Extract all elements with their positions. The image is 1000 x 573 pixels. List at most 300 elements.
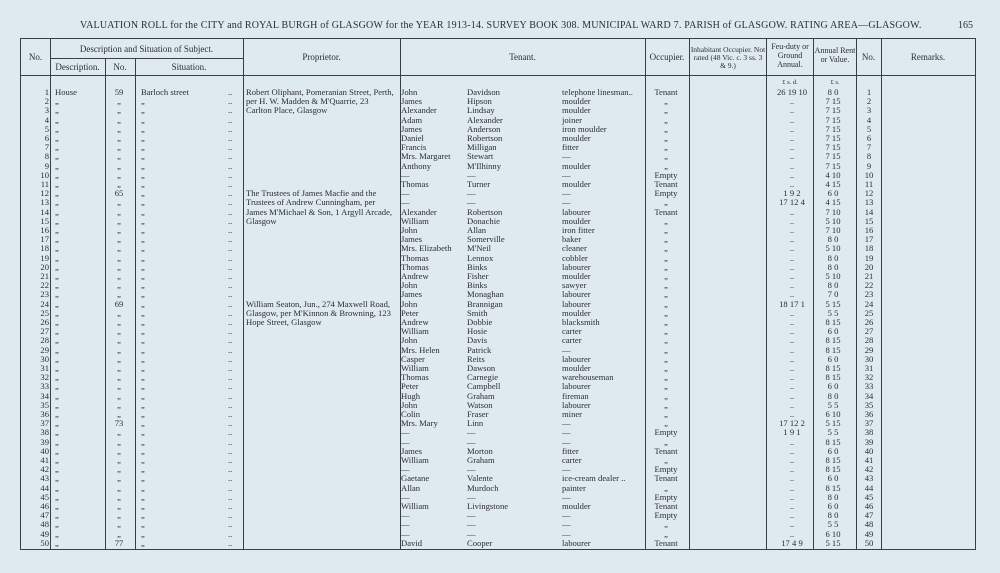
tenant-surname: —	[467, 188, 476, 199]
proprietor-line: per H. W. Madden & M'Quarrie, 23	[246, 96, 369, 107]
leader-dots: ..	[228, 151, 233, 162]
row-number-right: 19	[864, 252, 874, 263]
row-number-right: 3	[866, 105, 872, 116]
annual-rent: 7 10	[825, 225, 841, 235]
row-number-right: 11	[864, 179, 874, 189]
situation: „	[141, 317, 145, 327]
annual-rent: 8 15	[825, 335, 841, 346]
leader-dots: ..	[228, 409, 233, 419]
tenant-surname: Murdoch	[467, 482, 499, 493]
situation: „	[141, 298, 145, 309]
tenant-surname: Alexander	[467, 114, 503, 125]
tenant-trade: labourer	[562, 399, 591, 410]
tenant-first-name: Thomas	[401, 252, 429, 263]
leader-dots: ..	[228, 482, 233, 493]
house-number: „	[117, 133, 121, 143]
description: „	[55, 482, 59, 493]
tenant-first-name: Mrs. Elizabeth	[401, 243, 452, 254]
row-number-right: 29	[864, 344, 874, 355]
annual-rent: 8 15	[825, 372, 841, 383]
leader-dots: ..	[228, 197, 233, 208]
house-number: „	[117, 409, 121, 419]
annual-rent: 7 0	[827, 289, 839, 300]
situation: „	[141, 501, 145, 511]
occupier: „	[664, 436, 668, 447]
tenant-trade: —	[562, 427, 571, 438]
feu-duty: ..	[789, 455, 795, 465]
annual-rent: 6 0	[827, 501, 839, 511]
tenant-trade: blacksmith	[562, 317, 600, 327]
tenant-trade: —	[562, 151, 571, 162]
row-number: 12	[40, 188, 49, 199]
leader-dots: ..	[228, 427, 233, 438]
tenant-surname: Lennox	[467, 252, 494, 263]
leader-dots: ..	[228, 510, 233, 521]
house-number: „	[117, 142, 121, 153]
proprietor-line: Glasgow, per M'Kinnon & Browning, 123	[246, 307, 391, 318]
house-number: „	[117, 317, 121, 327]
leader-dots: ..	[228, 252, 233, 263]
row-number: 37	[40, 418, 49, 429]
annual-rent: 5 5	[827, 427, 839, 438]
annual-rent: 8 15	[825, 317, 841, 327]
leader-dots: ..	[228, 317, 233, 327]
occupier: „	[664, 399, 668, 410]
house-number: 77	[114, 537, 124, 548]
row-number: 23	[40, 289, 49, 300]
situation: „	[141, 197, 145, 208]
tenant-surname: Donachie	[467, 215, 500, 226]
house-number: „	[117, 215, 121, 226]
row-number-right: 24	[864, 298, 874, 309]
tenant-trade: —	[562, 197, 571, 208]
leader-dots: ..	[228, 335, 233, 346]
occupier: „	[664, 215, 668, 226]
occupier: „	[664, 307, 668, 318]
description: „	[55, 142, 59, 153]
leader-dots: ..	[228, 298, 233, 309]
row-number-right: 21	[864, 271, 874, 281]
situation: „	[141, 464, 145, 475]
description: „	[55, 307, 59, 318]
tenant-surname: —	[467, 510, 476, 521]
leader-dots: ..	[228, 87, 233, 97]
house-number: „	[117, 326, 121, 337]
annual-rent: 5 15	[825, 298, 841, 309]
tenant-trade: moulder	[562, 160, 591, 171]
leader-dots: ..	[228, 418, 233, 429]
feu-duty: ..	[789, 482, 795, 493]
row-number: 28	[40, 335, 49, 346]
feu-duty: ..	[789, 179, 795, 189]
tenant-surname: Linn	[467, 418, 484, 429]
situation: „	[141, 399, 145, 410]
tenant-surname: Lindsay	[467, 105, 495, 116]
occupier: Empty	[654, 427, 678, 438]
tenant-first-name: —	[401, 510, 410, 521]
feu-duty: ..	[789, 510, 795, 521]
tenant-surname: Dobbie	[467, 317, 493, 327]
tenant-surname: Fraser	[467, 409, 489, 419]
occupier: Empty	[654, 491, 678, 502]
description: „	[55, 206, 59, 217]
tenant-trade: sawyer	[562, 280, 587, 291]
roll-title: VALUATION ROLL for the CITY and ROYAL BURGH of GLASGOW for the YEAR 1913-14. SURVEY BOOK 308. MUNICIPAL WARD 7. PARISH of GLASGOW. RATING AREA—GLASGOW.	[80, 20, 922, 31]
tenant-surname: Watson	[467, 399, 493, 410]
situation: „	[141, 335, 145, 346]
house-number: „	[117, 261, 121, 272]
feu-duty: ..	[789, 271, 795, 281]
valuation-table	[20, 38, 976, 550]
row-number: 3	[44, 105, 49, 116]
annual-rent: 6 0	[827, 381, 839, 392]
description: „	[55, 436, 59, 447]
annual-rent: 7 15	[825, 160, 841, 171]
tenant-trade: labourer	[562, 261, 591, 272]
description: „	[55, 409, 59, 419]
description: „	[55, 114, 59, 125]
situation: „	[141, 363, 145, 373]
annual-rent: 8 0	[827, 261, 839, 272]
feu-duty: ..	[789, 445, 795, 456]
leader-dots: ..	[228, 344, 233, 355]
proprietor-line: William Seaton, Jun., 274 Maxwell Road,	[246, 298, 391, 309]
occupier: „	[664, 160, 668, 171]
house-number: „	[117, 482, 121, 493]
col-remarks: Remarks.	[910, 52, 946, 62]
house-number: „	[117, 96, 121, 107]
tenant-first-name: Andrew	[401, 271, 429, 281]
leader-dots: ..	[228, 142, 233, 153]
situation: „	[141, 261, 145, 272]
tenant-first-name: John	[401, 298, 418, 309]
annual-rent: 6 10	[825, 528, 841, 539]
occupier: „	[664, 418, 668, 429]
feu-units: £ s. d.	[782, 78, 798, 86]
occupier: „	[664, 252, 668, 263]
house-number: „	[117, 381, 121, 392]
row-number-right: 42	[864, 464, 874, 475]
description: „	[55, 372, 59, 383]
feu-duty: ..	[789, 436, 795, 447]
occupier: Empty	[654, 188, 678, 199]
tenant-trade: carter	[562, 455, 582, 465]
tenant-surname: —	[467, 491, 476, 502]
house-number: „	[117, 473, 121, 484]
description: „	[55, 473, 59, 484]
annual-rent: 6 10	[825, 409, 841, 419]
leader-dots: ..	[228, 464, 233, 475]
leader-dots: ..	[228, 436, 233, 447]
description: „	[55, 501, 59, 511]
row-number: 22	[40, 280, 49, 291]
feu-duty: ..	[789, 225, 795, 235]
house-number: „	[117, 353, 121, 364]
row-number: 46	[40, 501, 49, 511]
col-number: No.	[113, 61, 127, 72]
feu-duty: ..	[789, 206, 795, 217]
row-number-right: 22	[864, 280, 874, 291]
situation: „	[141, 390, 145, 401]
feu-duty: ..	[789, 464, 795, 475]
row-number-right: 7	[866, 142, 872, 153]
row-number-right: 46	[864, 501, 874, 511]
annual-rent: 8 0	[827, 280, 839, 291]
row-number-right: 31	[864, 363, 874, 373]
situation: „	[141, 445, 145, 456]
feu-duty: ..	[789, 160, 795, 171]
tenant-trade: labourer	[562, 206, 591, 217]
tenant-trade: fitter	[562, 142, 579, 153]
page-header	[0, 20, 1000, 34]
row-number: 11	[40, 179, 49, 189]
leader-dots: ..	[228, 261, 233, 272]
situation: Barloch street	[141, 87, 189, 97]
feu-duty: ..	[789, 501, 795, 511]
annual-rent: 8 0	[827, 390, 839, 401]
leader-dots: ..	[228, 381, 233, 392]
leader-dots: ..	[228, 160, 233, 171]
annual-rent: 8 15	[825, 482, 841, 493]
tenant-first-name: —	[401, 436, 410, 447]
feu-duty: ..	[789, 390, 795, 401]
situation: „	[141, 344, 145, 355]
occupier: „	[664, 317, 668, 327]
tenant-first-name: Casper	[401, 353, 425, 364]
tenant-surname: Davidson	[467, 87, 500, 97]
tenant-trade: moulder	[562, 105, 591, 116]
house-number: „	[117, 280, 121, 291]
row-number: 25	[40, 307, 49, 318]
row-number-right: 40	[864, 445, 874, 456]
row-number-right: 25	[864, 307, 874, 318]
tenant-first-name: Thomas	[401, 372, 429, 383]
row-number: 21	[40, 271, 49, 281]
leader-dots: ..	[228, 215, 233, 226]
description: „	[55, 243, 59, 254]
tenant-trade: labourer	[562, 289, 591, 300]
row-number-right: 9	[866, 160, 872, 171]
row-number-right: 18	[864, 243, 874, 254]
leader-dots: ..	[228, 519, 233, 530]
situation: „	[141, 169, 145, 180]
feu-duty: ..	[789, 399, 795, 410]
description: „	[55, 353, 59, 364]
house-number: 59	[114, 87, 124, 97]
feu-duty: 1 9 1	[783, 427, 801, 438]
occupier: „	[664, 344, 668, 355]
description: House	[55, 87, 77, 97]
house-number: „	[117, 519, 121, 530]
situation: „	[141, 252, 145, 263]
tenant-first-name: Alexander	[401, 206, 437, 217]
row-number: 49	[40, 528, 49, 539]
tenant-surname: Morton	[467, 445, 493, 456]
feu-duty: ..	[789, 133, 795, 143]
tenant-surname: Carnegie	[467, 372, 499, 383]
situation: „	[141, 215, 145, 226]
situation: „	[141, 519, 145, 530]
leader-dots: ..	[228, 123, 233, 134]
proprietor-line: Trustees of Andrew Cunningham, per	[246, 197, 376, 208]
house-number: „	[117, 427, 121, 438]
situation: „	[141, 289, 145, 300]
description: „	[55, 261, 59, 272]
rent-units: £ s.	[830, 78, 840, 86]
row-number-right: 6	[866, 133, 872, 143]
tenant-surname: —	[467, 169, 476, 180]
house-number: „	[117, 243, 121, 254]
feu-duty: ..	[789, 307, 795, 318]
leader-dots: ..	[228, 280, 233, 291]
feu-duty: ..	[789, 243, 795, 254]
description: „	[55, 510, 59, 521]
tenant-trade: —	[562, 528, 571, 539]
house-number: „	[117, 271, 121, 281]
occupier: Tenant	[654, 87, 678, 97]
col-description: Description.	[55, 61, 100, 72]
row-number-right: 28	[864, 335, 874, 346]
leader-dots: ..	[228, 390, 233, 401]
tenant-trade: moulder	[562, 271, 591, 281]
tenant-surname: —	[467, 528, 476, 539]
leader-dots: ..	[228, 473, 233, 484]
house-number: 69	[114, 298, 124, 309]
description: „	[55, 289, 59, 300]
row-number: 41	[40, 455, 49, 465]
situation: „	[141, 353, 145, 364]
feu-duty: ..	[789, 261, 795, 272]
house-number: „	[117, 197, 121, 208]
leader-dots: ..	[228, 399, 233, 410]
leader-dots: ..	[228, 105, 233, 116]
house-number: „	[117, 510, 121, 521]
description: „	[55, 335, 59, 346]
description: „	[55, 197, 59, 208]
occupier: „	[664, 151, 668, 162]
house-number: „	[117, 390, 121, 401]
tenant-trade: iron fitter	[562, 225, 595, 235]
leader-dots: ..	[228, 96, 233, 107]
tenant-trade: moulder	[562, 501, 591, 511]
tenant-first-name: —	[401, 188, 410, 199]
house-number: „	[117, 363, 121, 373]
row-number: 34	[40, 390, 49, 401]
occupier: „	[664, 234, 668, 245]
occupier: „	[664, 289, 668, 300]
annual-rent: 4 15	[825, 197, 841, 208]
house-number: „	[117, 289, 121, 300]
row-number: 45	[40, 491, 49, 502]
house-number: „	[117, 399, 121, 410]
tenant-first-name: John	[401, 225, 418, 235]
annual-rent: 7 15	[825, 151, 841, 162]
feu-duty: ..	[789, 372, 795, 383]
annual-rent: 7 15	[825, 123, 841, 134]
row-number-right: 47	[864, 510, 874, 521]
house-number: „	[117, 206, 121, 217]
tenant-surname: Davis	[467, 335, 488, 346]
occupier: Tenant	[654, 501, 678, 511]
tenant-surname: Hipson	[467, 96, 492, 107]
annual-rent: 5 10	[825, 243, 841, 254]
row-number-right: 15	[864, 215, 874, 226]
row-number-right: 44	[864, 482, 874, 493]
leader-dots: ..	[228, 528, 233, 539]
annual-rent: 5 5	[827, 399, 839, 410]
house-number: „	[117, 151, 121, 162]
description: „	[55, 491, 59, 502]
occupier: „	[664, 326, 668, 337]
tenant-trade: moulder	[562, 96, 591, 107]
row-number-right: 50	[864, 537, 874, 548]
col-proprietor: Proprietor.	[302, 52, 341, 62]
occupier: Empty	[654, 169, 678, 180]
description: „	[55, 464, 59, 475]
annual-rent: 6 0	[827, 445, 839, 456]
house-number: „	[117, 123, 121, 134]
description: „	[55, 399, 59, 410]
proprietor-line: The Trustees of James Macfie and the	[246, 188, 377, 199]
feu-duty: 18 17 1	[779, 298, 805, 309]
description: „	[55, 528, 59, 539]
tenant-surname: Anderson	[467, 123, 501, 134]
tenant-surname: Patrick	[467, 344, 492, 355]
annual-rent: 6 0	[827, 188, 839, 199]
proprietor-line: James M'Michael & Son, 1 Argyll Arcade,	[246, 206, 393, 217]
annual-rent: 5 10	[825, 271, 841, 281]
tenant-first-name: Daniel	[401, 133, 424, 143]
occupier: „	[664, 482, 668, 493]
leader-dots: ..	[228, 225, 233, 235]
tenant-first-name: Mrs. Margaret	[401, 151, 451, 162]
house-number: „	[117, 528, 121, 539]
row-number: 27	[40, 326, 49, 337]
tenant-surname: Somerville	[467, 234, 505, 245]
tenant-surname: Robertson	[467, 133, 503, 143]
tenant-first-name: James	[401, 289, 423, 300]
occupier: „	[664, 114, 668, 125]
feu-duty: ..	[789, 151, 795, 162]
house-number: „	[117, 491, 121, 502]
row-number-right: 36	[864, 409, 874, 419]
row-number-right: 33	[864, 381, 874, 392]
tenant-surname: M'Neil	[467, 243, 491, 254]
situation: „	[141, 206, 145, 217]
tenant-surname: —	[467, 427, 476, 438]
tenant-surname: M'Ilhinny	[467, 160, 502, 171]
tenant-first-name: James	[401, 96, 423, 107]
rule	[21, 75, 975, 76]
tenant-first-name: William	[401, 215, 429, 226]
row-number: 38	[40, 427, 49, 438]
description: „	[55, 317, 59, 327]
row-number-right: 1	[866, 87, 872, 97]
situation: „	[141, 528, 145, 539]
house-number: „	[117, 169, 121, 180]
row-number: 19	[40, 252, 49, 263]
description: „	[55, 225, 59, 235]
situation: „	[141, 326, 145, 337]
row-number: 14	[40, 206, 49, 217]
occupier: Empty	[654, 510, 678, 521]
leader-dots: ..	[228, 169, 233, 180]
annual-rent: 7 15	[825, 133, 841, 143]
tenant-surname: Graham	[467, 390, 495, 401]
tenant-trade: telephone linesman..	[562, 87, 633, 97]
situation: „	[141, 225, 145, 235]
tenant-surname: Monaghan	[467, 289, 504, 300]
